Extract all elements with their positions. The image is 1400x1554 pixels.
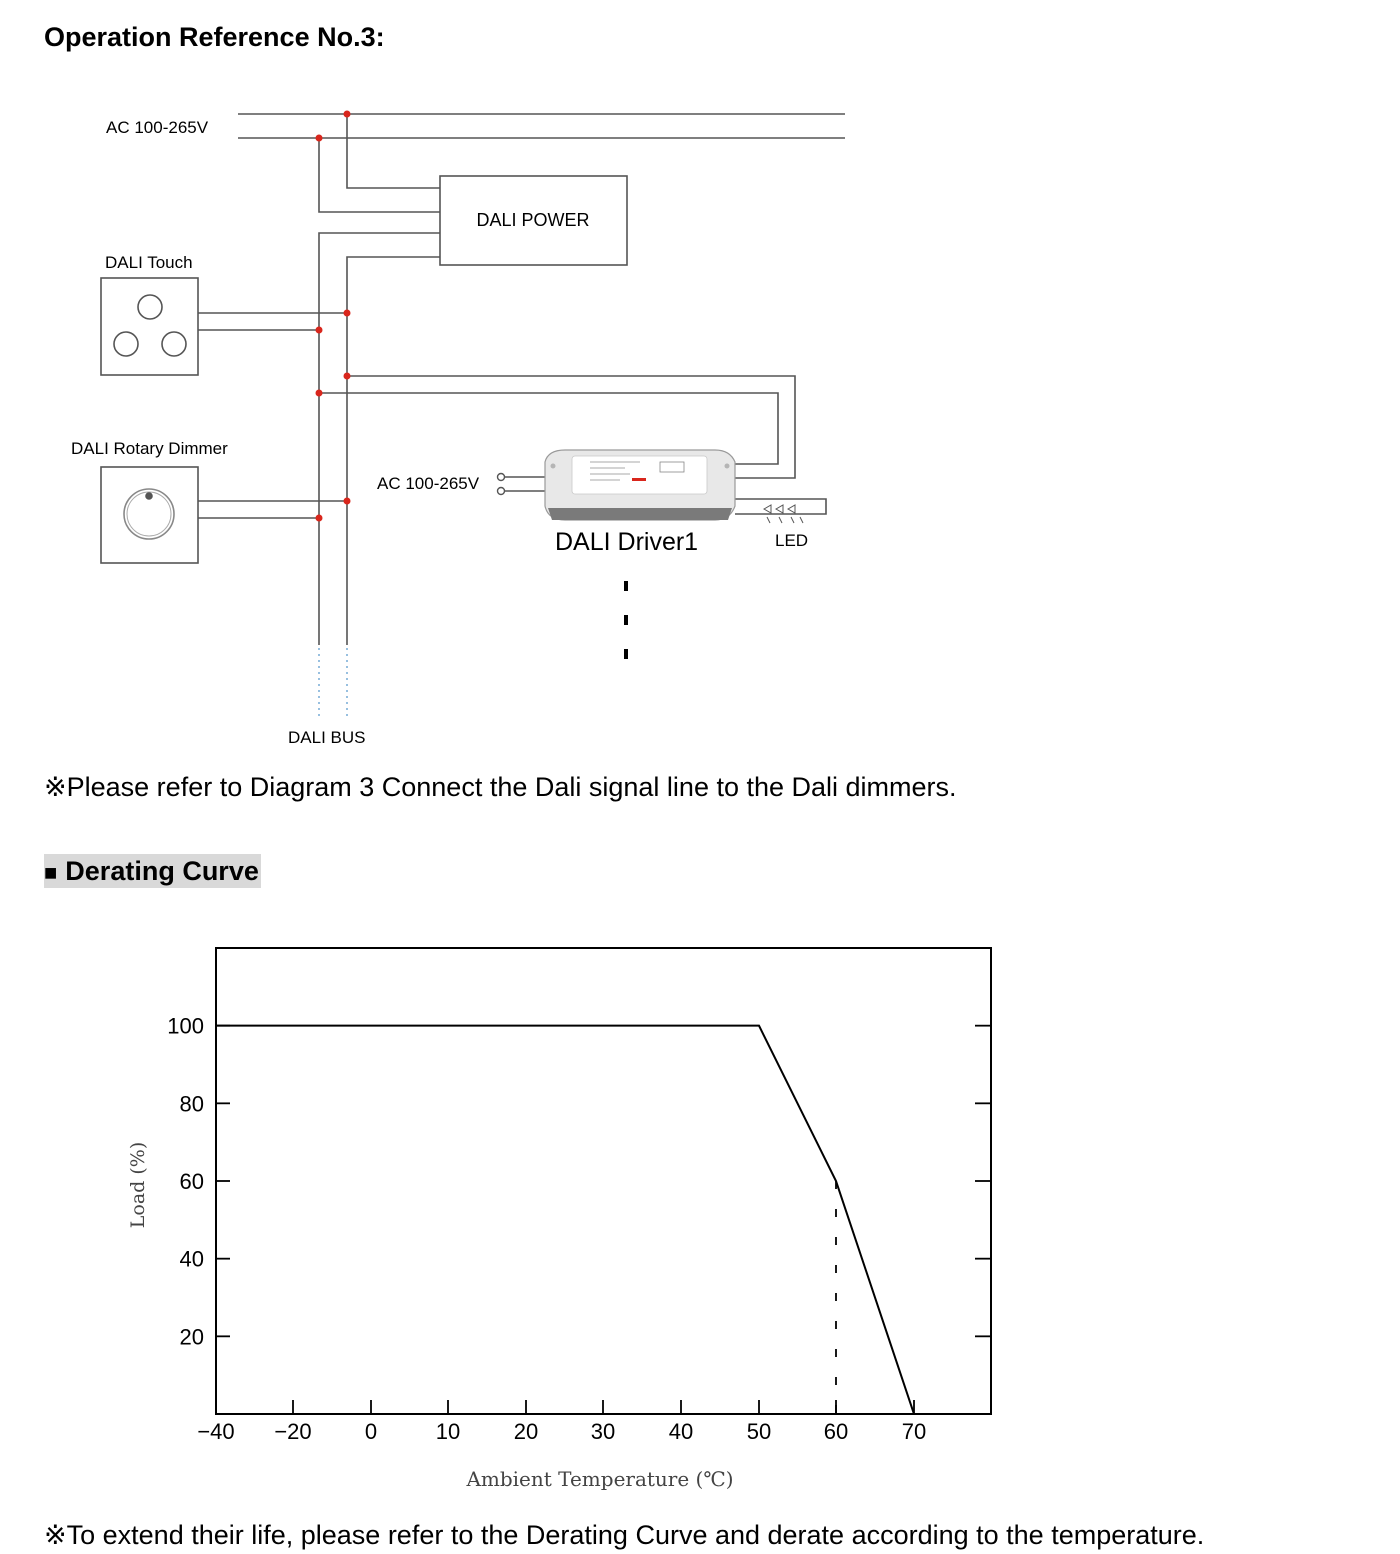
junction-dot xyxy=(316,390,323,397)
dali-power-label: DALI POWER xyxy=(476,210,590,230)
dali-rotary-label: DALI Rotary Dimmer xyxy=(71,439,228,458)
section-bullet: ■ xyxy=(44,860,58,885)
y-tick-label: 80 xyxy=(179,1091,204,1117)
ac-label-driver: AC 100-265V xyxy=(377,474,480,493)
ac-label-top: AC 100-265V xyxy=(106,118,209,137)
derating-line xyxy=(216,1026,914,1414)
x-tick-label: −20 xyxy=(274,1419,312,1444)
continuation-mark xyxy=(624,615,628,625)
y-tick-label: 60 xyxy=(179,1169,204,1194)
dali-touch-panel xyxy=(101,278,198,375)
x-tick-label: 10 xyxy=(435,1419,461,1444)
junction-dot xyxy=(344,111,351,118)
junction-dot xyxy=(344,373,351,380)
junction-dot xyxy=(316,327,323,334)
bus-out-2 xyxy=(347,257,440,645)
dali-rotary-dimmer xyxy=(101,467,198,563)
junction-dot xyxy=(316,515,323,522)
diagram-note: ※Please refer to Diagram 3 Connect the Dali signal line to the Dali dimmers. xyxy=(44,772,957,802)
y-tick-label: 40 xyxy=(179,1246,204,1272)
dali-driver-device xyxy=(545,450,735,520)
junction-dot xyxy=(344,498,351,505)
derating-note: ※To extend their life, please refer to the Derating Curve and derate according to the temperature. xyxy=(44,1520,1205,1550)
y-tick-label: 20 xyxy=(179,1324,204,1350)
page-heading: Operation Reference No.3: xyxy=(44,22,385,52)
section-derating-curve xyxy=(44,854,261,888)
x-tick-label: 70 xyxy=(901,1419,927,1444)
x-tick-label: 20 xyxy=(513,1419,539,1444)
continuation-mark xyxy=(624,649,628,659)
x-tick-label: 40 xyxy=(668,1419,694,1444)
junction-dot xyxy=(344,310,351,317)
derating-chart xyxy=(0,930,1400,1490)
junction-dot xyxy=(316,135,323,142)
x-tick-label: 50 xyxy=(746,1419,772,1444)
x-axis-label: Ambient Temperature (℃) xyxy=(466,1467,734,1491)
dali-touch-label: DALI Touch xyxy=(105,253,193,272)
bus-out-1 xyxy=(319,233,440,645)
x-tick-label: −40 xyxy=(197,1419,235,1444)
x-tick-label: 60 xyxy=(823,1419,849,1444)
continuation-mark xyxy=(624,581,628,591)
section-title: Derating Curve xyxy=(65,856,259,886)
ac-terminal xyxy=(498,488,505,495)
wiring-diagram xyxy=(0,0,1400,760)
plot-frame xyxy=(216,948,991,1414)
led-label: LED xyxy=(775,531,809,550)
driver-name: DALI Driver1 xyxy=(555,528,699,556)
power-feed-1 xyxy=(347,114,440,188)
power-feed-2 xyxy=(319,138,440,212)
x-tick-label: 30 xyxy=(590,1419,616,1444)
y-tick-label: 100 xyxy=(167,1013,204,1039)
y-axis-label: Load (%) xyxy=(127,1141,149,1229)
dali-bus-label: DALI BUS xyxy=(288,728,366,747)
ac-terminal xyxy=(498,474,505,481)
x-tick-label: 0 xyxy=(364,1419,378,1444)
